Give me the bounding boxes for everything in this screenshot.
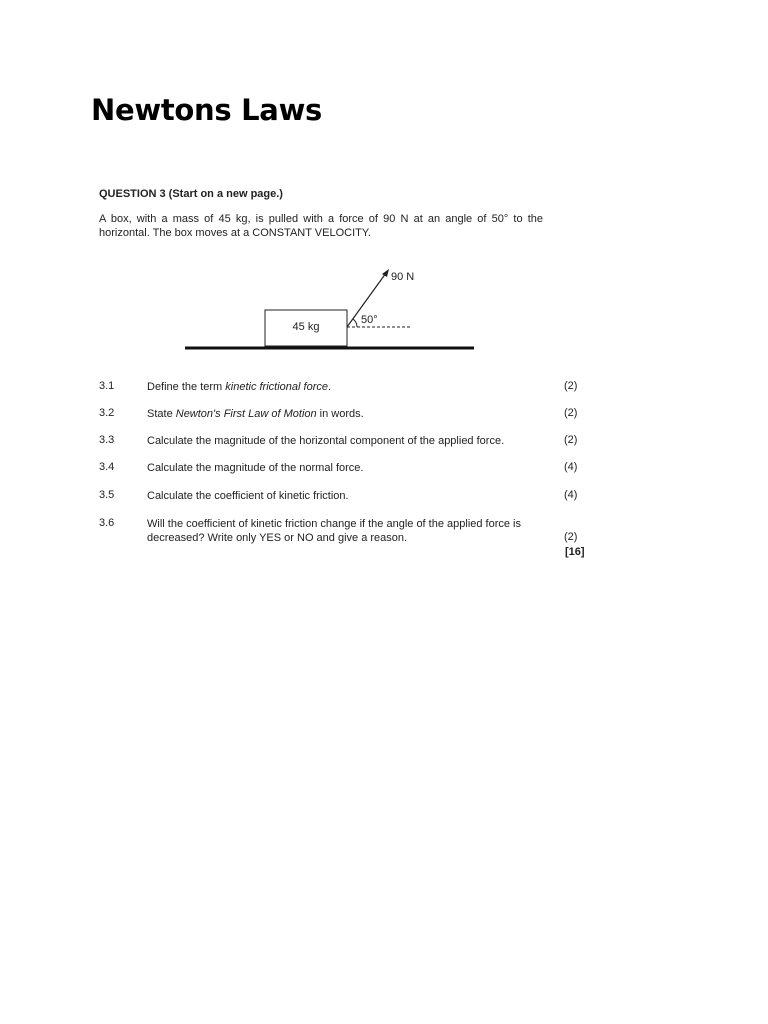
subquestion-italic-term: kinetic frictional force <box>225 381 328 393</box>
subquestion-text <box>147 517 547 545</box>
subquestion-text: Calculate the coefficient of kinetic friction. <box>147 490 349 502</box>
box-label: 45 kg <box>292 321 320 333</box>
subquestion-marks: (2) <box>564 531 578 543</box>
question-intro <box>99 212 599 240</box>
subquestion-text <box>147 380 547 394</box>
subquestion-text-part: in words. <box>316 408 364 420</box>
subquestion-marks: (2) <box>564 380 578 392</box>
subquestion-text: Calculate the magnitude of the horizontal component of the applied force. <box>147 435 505 447</box>
subquestion-number: 3.1 <box>99 380 115 392</box>
force-arrow-head <box>382 269 389 277</box>
total-marks: [16] <box>565 546 585 558</box>
question-intro-line-1: A box, with a mass of 45 kg, is pulled with a force of 90 N at an angle of 50° to the <box>99 213 543 225</box>
angle-label: 50° <box>361 314 378 326</box>
subquestion-text-line: Will the coefficient of kinetic friction change if the angle of the applied force is <box>147 518 522 530</box>
force-label: 90 N <box>391 271 415 283</box>
subquestion-number: 3.5 <box>99 489 115 501</box>
subquestion-marks: (2) <box>564 407 578 419</box>
subquestion-marks: (4) <box>564 489 578 501</box>
subquestion-italic-term: Newton's First Law of Motion <box>175 408 317 420</box>
subquestion-marks: (2) <box>564 434 578 446</box>
subquestion-number: 3.6 <box>99 517 115 529</box>
subquestion-text <box>147 407 547 421</box>
question-block <box>99 188 599 240</box>
subquestion-text-part: Define the term <box>147 381 226 393</box>
subquestion-text-part: State <box>147 408 176 420</box>
subquestion-number: 3.3 <box>99 434 115 446</box>
subquestion-text-part: . <box>327 381 332 393</box>
page-title: Newtons Laws <box>91 93 323 127</box>
subquestion-text-line: decreased? Write only YES or NO and give a reason. <box>147 532 408 544</box>
question-intro-line-2: horizontal. The box moves at a CONSTANT VELOCITY. <box>99 227 371 239</box>
subquestion-marks: (4) <box>564 461 578 473</box>
subquestion-number: 3.4 <box>99 461 115 473</box>
angle-arc <box>353 319 357 327</box>
force-diagram <box>180 262 480 357</box>
question-heading: QUESTION 3 (Start on a new page.) <box>99 188 283 200</box>
subquestion-text: Calculate the magnitude of the normal force. <box>147 462 364 474</box>
subquestion-number: 3.2 <box>99 407 115 419</box>
